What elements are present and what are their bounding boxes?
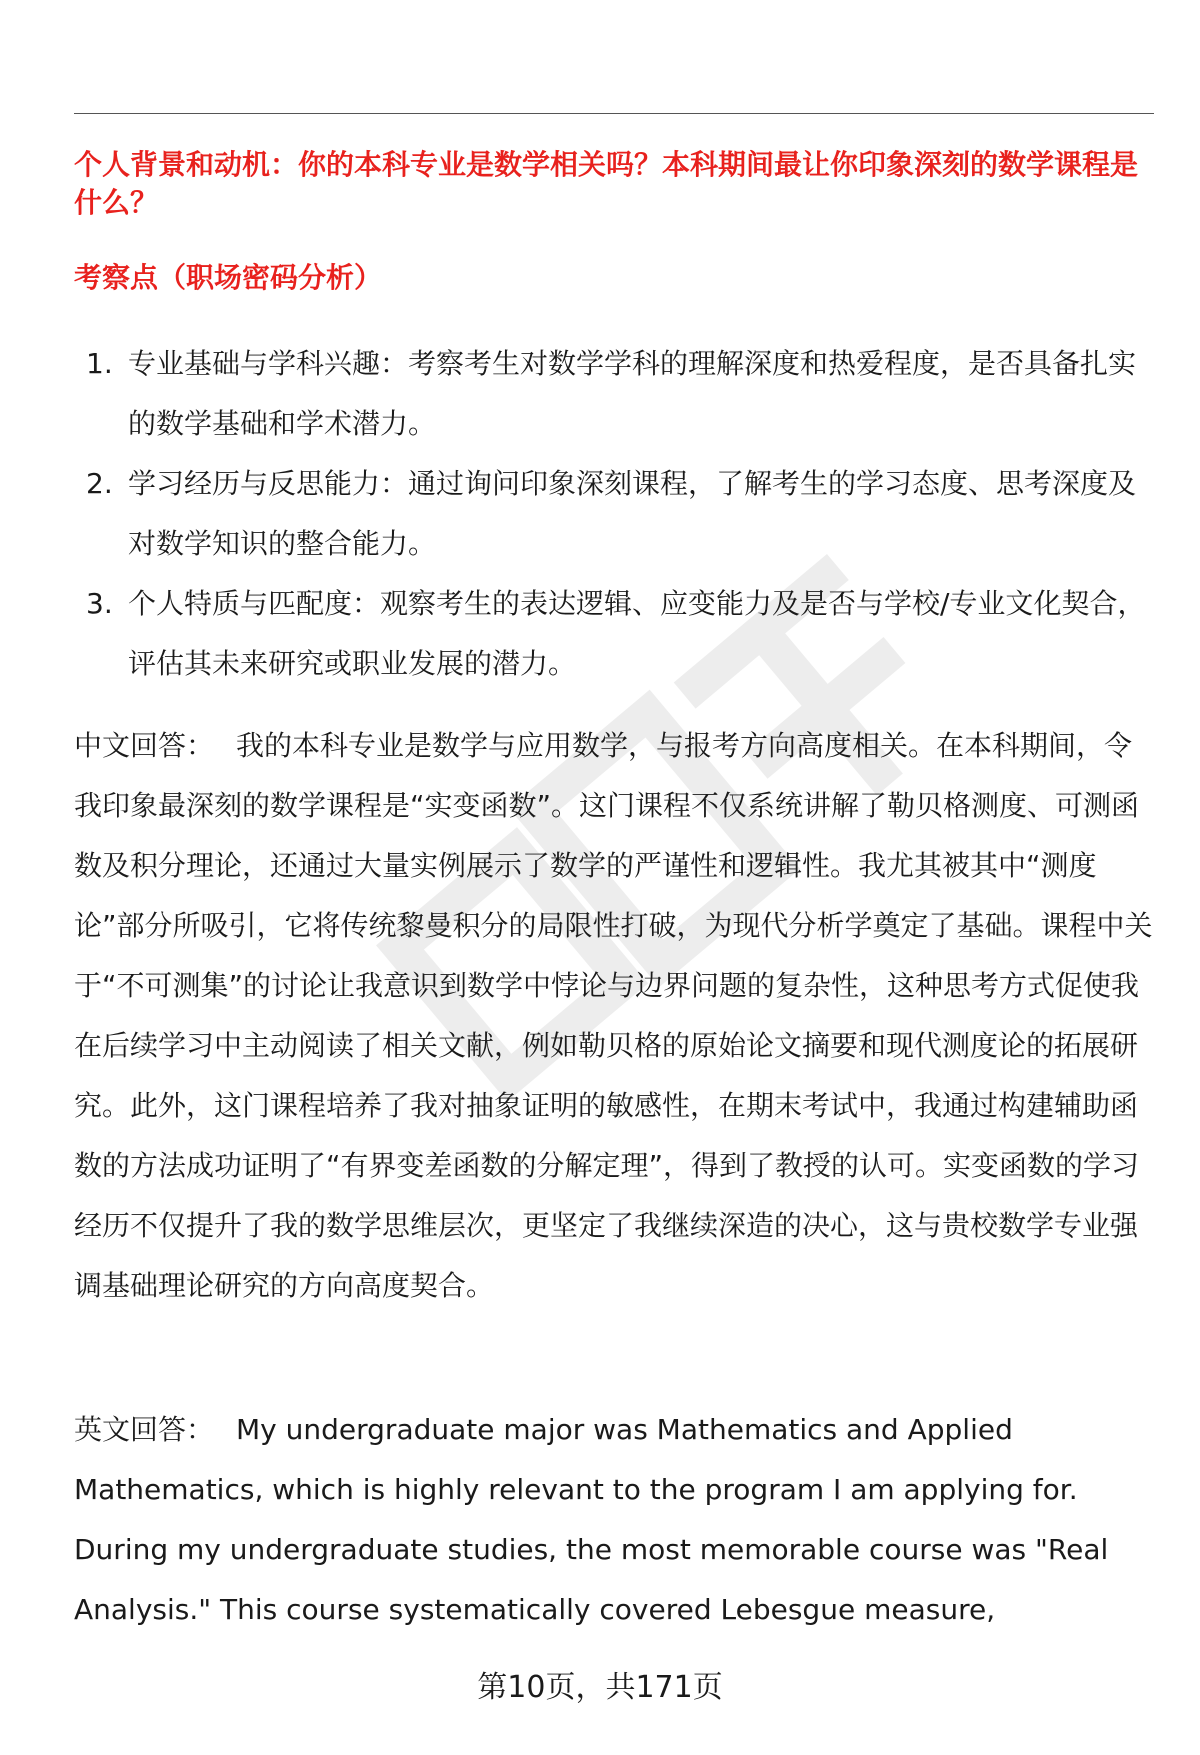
english-answer-text: My undergraduate major was Mathematics and Applied Mathematics, which is highly relevant to the program I am applying for. During my undergraduate studies, the most memorable course was "Real Analysis." This course systematically covered Lebesgue measure, [74,1413,1109,1626]
english-answer [74,1400,1154,1640]
list-item-text: 个人特质与匹配度：观察考生的表达逻辑、应变能力及是否与学校/专业文化契合，评估其未来研究或职业发展的潜力。 [128,587,1146,680]
list-item-number: 3. [86,587,113,620]
chinese-answer-label: 中文回答： [74,729,215,762]
chinese-answer [74,716,1154,1316]
chinese-answer-text: 我的本科专业是数学与应用数学，与报考方向高度相关。在本科期间，令我印象最深刻的数学课程是“实变函数”。这门课程不仅系统讲解了勒贝格测度、可测函数及积分理论，还通过大量实例展示了数学的严谨性和逻辑性。我尤其被其中“测度论”部分所吸引，它将传统黎曼积分的局限性打破，为现代分析学奠定了基础。课程中关于“不可测集”的讨论让我意识到数学中悖论与边界问题的复杂性，这种思考方式促使我在后续学习中主动阅读了相关文献，例如勒贝格的原始论文摘要和现代测度论的拓展研究。此外，这门课程培养了我对抽象证明的敏感性，在期末考试中，我通过构建辅助函数的方法成功证明了“有界变差函数的分解定理”，得到了教授的认可。实变函数的学习经历不仅提升了我的数学思维层次，更坚定了我继续深造的决心，这与贵校数学专业强调基础理论研究的方向高度契合。 [74,729,1153,1302]
list-item-number: 1. [86,347,113,380]
list-item [74,574,1154,694]
list-item-text: 专业基础与学科兴趣：考察考生对数学学科的理解深度和热爱程度，是否具备扎实的数学基础和学术潜力。 [128,347,1137,440]
top-rule [74,113,1154,114]
document-page [74,0,1154,1755]
section-heading: 考察点（职场密码分析） [74,261,383,294]
question-heading: 个人背景和动机：你的本科专业是数学相关吗？本科期间最让你印象深刻的数学课程是什么？ [74,148,1139,219]
english-answer-label: 英文回答： [74,1413,215,1446]
list-item [74,334,1154,454]
assessment-points-list [74,334,1154,694]
list-item-number: 2. [86,467,113,500]
list-item-text: 学习经历与反思能力：通过询问印象深刻课程，了解考生的学习态度、思考深度及对数学知识的整合能力。 [128,467,1137,560]
list-item [74,454,1154,574]
page-number-footer: 第10页，共171页 [477,1670,723,1705]
